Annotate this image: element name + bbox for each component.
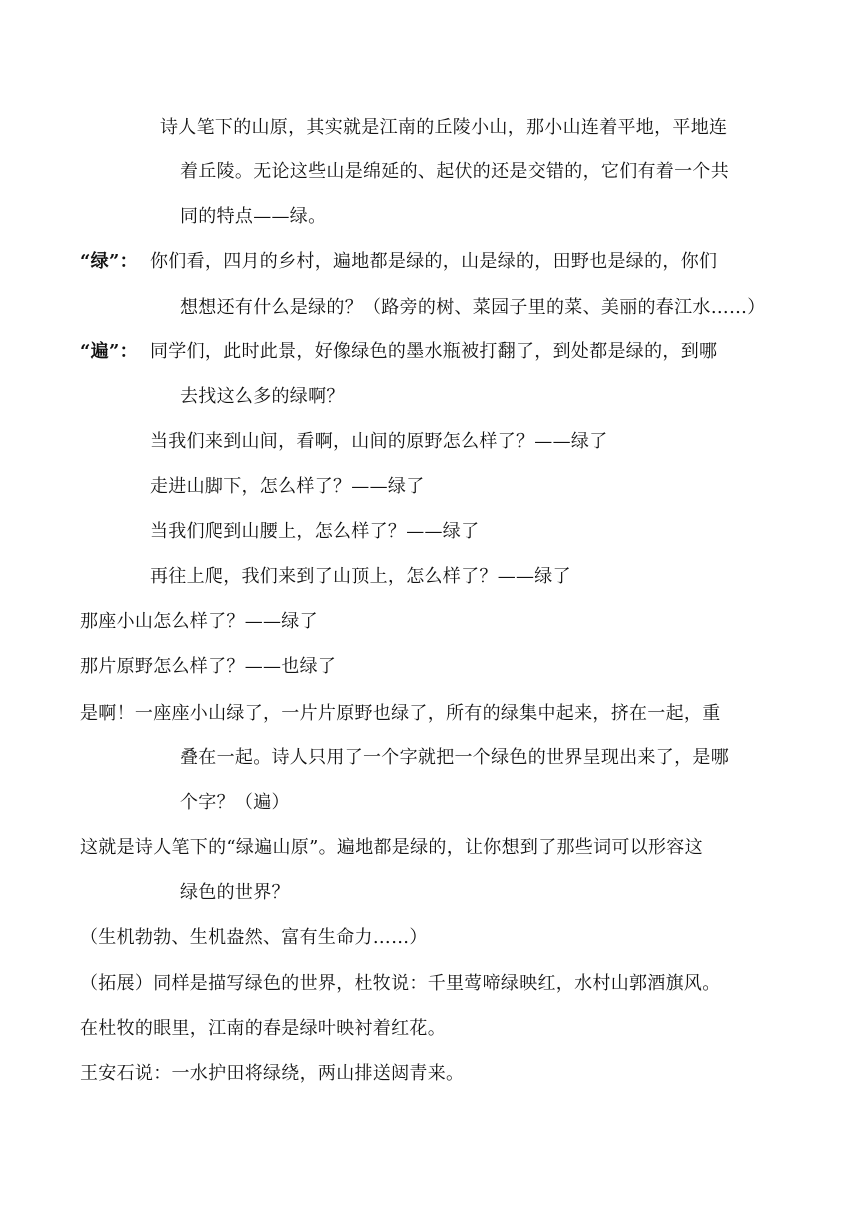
paragraph-line: 同的特点——绿。 [180, 206, 327, 227]
paragraph-line: 当我们来到山间，看啊，山间的原野怎么样了？——绿了 [150, 431, 608, 452]
paragraph-line: 是啊！一座座小山绿了，一片片原野也绿了，所有的绿集中起来，挤在一起，重 [80, 703, 721, 724]
paragraph-line: 这就是诗人笔下的“绿遍山原”。遍地都是绿的，让你想到了那些词可以形容这 [80, 837, 703, 858]
paragraph-line: 当我们爬到山腰上，怎么样了？——绿了 [150, 521, 480, 542]
section-label-bian: “遍”： [80, 341, 138, 362]
paragraph-line: 着丘陵。无论这些山是绵延的、起伏的还是交错的，它们有着一个共 [180, 161, 729, 182]
paragraph-line: 绿色的世界？ [180, 882, 290, 903]
paragraph-line: 诗人笔下的山原，其实就是江南的丘陵小山，那小山连着平地，平地连 [160, 117, 728, 138]
paragraph-line: 个字？（遍） [180, 792, 290, 813]
paragraph-line: 王安石说：一水护田将绿绕，两山排送闼青来。 [80, 1063, 465, 1084]
paragraph-line: （生机勃勃、生机盎然、富有生命力……） [80, 927, 428, 948]
paragraph-line: 在杜牧的眼里，江南的春是绿叶映衬着红花。 [80, 1018, 446, 1039]
paragraph-line: 再往上爬，我们来到了山顶上，怎么样了？——绿了 [150, 566, 571, 587]
paragraph-line: 去找这么多的绿啊？ [180, 386, 345, 407]
paragraph-line: 那座小山怎么样了？——绿了 [80, 611, 318, 632]
paragraph-line: 你们看，四月的乡村，遍地都是绿的，山是绿的，田野也是绿的，你们 [150, 251, 718, 272]
paragraph-line: 走进山脚下，怎么样了？——绿了 [150, 476, 425, 497]
paragraph-line: （拓展）同样是描写绿色的世界，杜牧说：千里莺啼绿映红，水村山郭酒旗风。 [80, 973, 721, 994]
paragraph-line: 想想还有什么是绿的？（路旁的树、菜园子里的菜、美丽的春江水……） [180, 297, 766, 318]
paragraph-line: 同学们，此时此景，好像绿色的墨水瓶被打翻了，到处都是绿的，到哪 [150, 341, 718, 362]
paragraph-line: 那片原野怎么样了？——也绿了 [80, 656, 337, 677]
paragraph-line: 叠在一起。诗人只用了一个字就把一个绿色的世界呈现出来了，是哪 [180, 747, 729, 768]
section-label-lu: “绿”： [80, 251, 138, 272]
